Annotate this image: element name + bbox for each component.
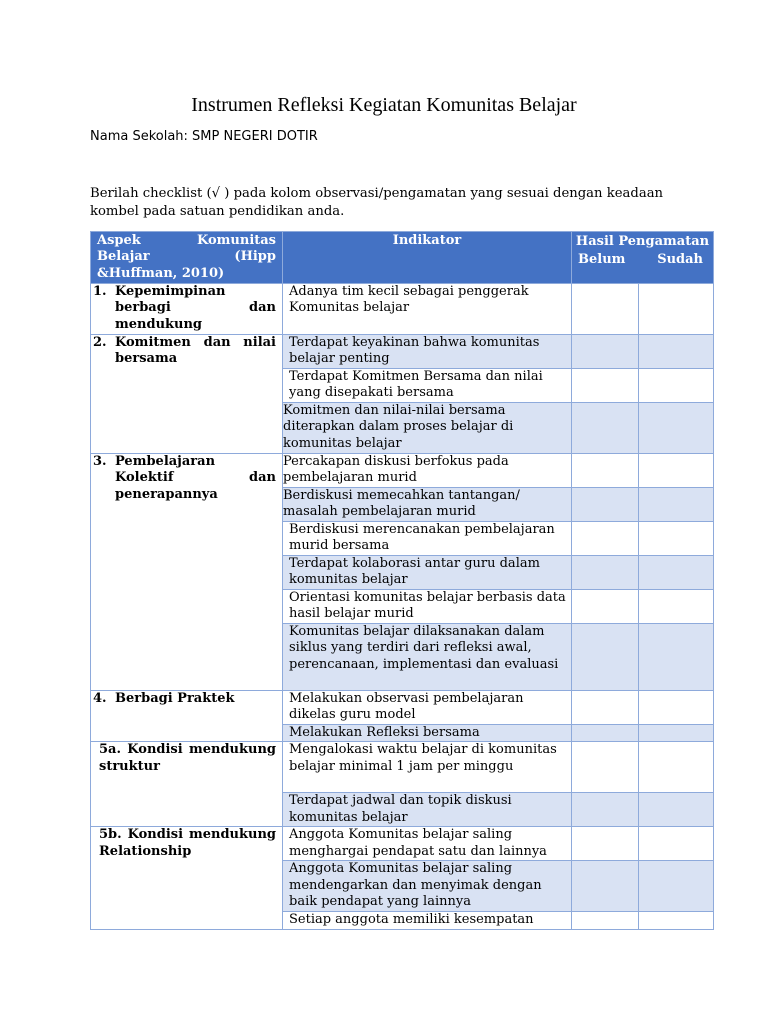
sudah-checkbox-cell[interactable] (639, 488, 714, 522)
aspect-cell (91, 742, 283, 827)
indicator-cell: Orientasi komunitas belajar berbasis data hasil belajar murid (283, 590, 572, 624)
aspect-label: Pembelajaran Kolektif dan penerapannya (115, 454, 276, 502)
indicator-cell: Terdapat jadwal dan topik diskusi komunitas belajar (283, 793, 572, 827)
header-aspek: Aspek Komunitas Belajar (Hipp &Huffman, 2010) (91, 232, 283, 284)
belum-checkbox-cell[interactable] (572, 912, 639, 929)
aspect-cell (91, 284, 283, 335)
belum-checkbox-cell[interactable] (572, 827, 639, 861)
indicator-cell: Anggota Komunitas belajar saling menghargai pendapat satu dan lainnya (283, 827, 572, 861)
sudah-checkbox-cell[interactable] (639, 691, 714, 725)
aspect-number: 1. (93, 284, 107, 299)
belum-checkbox-cell[interactable] (572, 725, 639, 742)
page-title: Instrumen Refleksi Kegiatan Komunitas Belajar (191, 94, 577, 116)
sudah-checkbox-cell[interactable] (639, 403, 714, 454)
indicator-cell: Terdapat keyakinan bahwa komunitas belajar penting (283, 335, 572, 369)
header-indikator: Indikator (283, 232, 572, 284)
sudah-checkbox-cell[interactable] (639, 369, 714, 403)
belum-checkbox-cell[interactable] (572, 335, 639, 369)
sudah-checkbox-cell[interactable] (639, 861, 714, 912)
aspect-number: 3. (93, 454, 107, 469)
sudah-checkbox-cell[interactable] (639, 725, 714, 742)
aspect-number: 4. (93, 691, 107, 706)
sudah-checkbox-cell[interactable] (639, 454, 714, 488)
instruction-text: Berilah checklist (√ ) pada kolom observasi/pengamatan yang sesuai dengan keadaan kombel pada satuan pendidikan anda. (90, 186, 664, 219)
belum-checkbox-cell[interactable] (572, 556, 639, 590)
indicator-cell: Terdapat Komitmen Bersama dan nilai yang disepakati bersama (283, 369, 572, 403)
indicator-cell: Berdiskusi memecahkan tantangan/ masalah pembelajaran murid (283, 488, 572, 522)
belum-checkbox-cell[interactable] (572, 624, 639, 691)
aspect-cell (91, 454, 283, 691)
aspect-cell (91, 827, 283, 929)
aspect-label: Kepemimpinan berbagi dan mendukung (115, 284, 276, 332)
header-hasil-label: Hasil Pengamatan (575, 234, 710, 249)
observation-table (90, 231, 714, 930)
header-sudah: Sudah (657, 252, 703, 267)
indicator-cell: Melakukan Refleksi bersama (283, 725, 572, 742)
aspect-label: 5b. Kondisi mendukung Relationship (99, 827, 276, 859)
indicator-cell: Anggota Komunitas belajar saling mendengarkan dan menyimak dengan baik pendapat yang lainnya (283, 861, 572, 912)
indicator-cell: Mengalokasi waktu belajar di komunitas belajar minimal 1 jam per minggu (283, 742, 572, 793)
sudah-checkbox-cell[interactable] (639, 912, 714, 929)
belum-checkbox-cell[interactable] (572, 369, 639, 403)
indicator-cell: Melakukan observasi pembelajaran dikelas guru model (283, 691, 572, 725)
sudah-checkbox-cell[interactable] (639, 522, 714, 556)
aspect-label: 5a. Kondisi mendukung struktur (99, 742, 276, 774)
sudah-checkbox-cell[interactable] (639, 624, 714, 691)
belum-checkbox-cell[interactable] (572, 454, 639, 488)
sudah-checkbox-cell[interactable] (639, 335, 714, 369)
indicator-cell: Percakapan diskusi berfokus pada pembelajaran murid (283, 454, 572, 488)
belum-checkbox-cell[interactable] (572, 861, 639, 912)
header-belum: Belum (578, 252, 626, 267)
indicator-cell: Komitmen dan nilai-nilai bersama diterapkan dalam proses belajar di komunitas belajar (283, 403, 572, 454)
aspect-cell (91, 335, 283, 454)
belum-checkbox-cell[interactable] (572, 284, 639, 335)
belum-checkbox-cell[interactable] (572, 590, 639, 624)
sudah-checkbox-cell[interactable] (639, 556, 714, 590)
indicator-cell: Komunitas belajar dilaksanakan dalam siklus yang terdiri dari refleksi awal, perencanaan, implementasi dan evaluasi (283, 624, 572, 691)
aspect-cell (91, 691, 283, 742)
indicator-cell: Berdiskusi merencanakan pembelajaran murid bersama (283, 522, 572, 556)
aspect-number: 2. (93, 335, 107, 350)
sudah-checkbox-cell[interactable] (639, 793, 714, 827)
indicator-cell: Adanya tim kecil sebagai penggerak Komunitas belajar (283, 284, 572, 335)
sudah-checkbox-cell[interactable] (639, 590, 714, 624)
belum-checkbox-cell[interactable] (572, 488, 639, 522)
aspect-label: Komitmen dan nilai bersama (115, 335, 276, 367)
belum-checkbox-cell[interactable] (572, 691, 639, 725)
indicator-cell: Terdapat kolaborasi antar guru dalam komunitas belajar (283, 556, 572, 590)
indicator-cell: Setiap anggota memiliki kesempatan (283, 912, 572, 929)
sudah-checkbox-cell[interactable] (639, 284, 714, 335)
aspect-label: Berbagi Praktek (115, 691, 235, 706)
belum-checkbox-cell[interactable] (572, 793, 639, 827)
belum-checkbox-cell[interactable] (572, 522, 639, 556)
header-hasil (572, 232, 714, 284)
sudah-checkbox-cell[interactable] (639, 742, 714, 793)
belum-checkbox-cell[interactable] (572, 403, 639, 454)
belum-checkbox-cell[interactable] (572, 742, 639, 793)
school-name: Nama Sekolah: SMP NEGERI DOTIR (90, 129, 318, 144)
sudah-checkbox-cell[interactable] (639, 827, 714, 861)
